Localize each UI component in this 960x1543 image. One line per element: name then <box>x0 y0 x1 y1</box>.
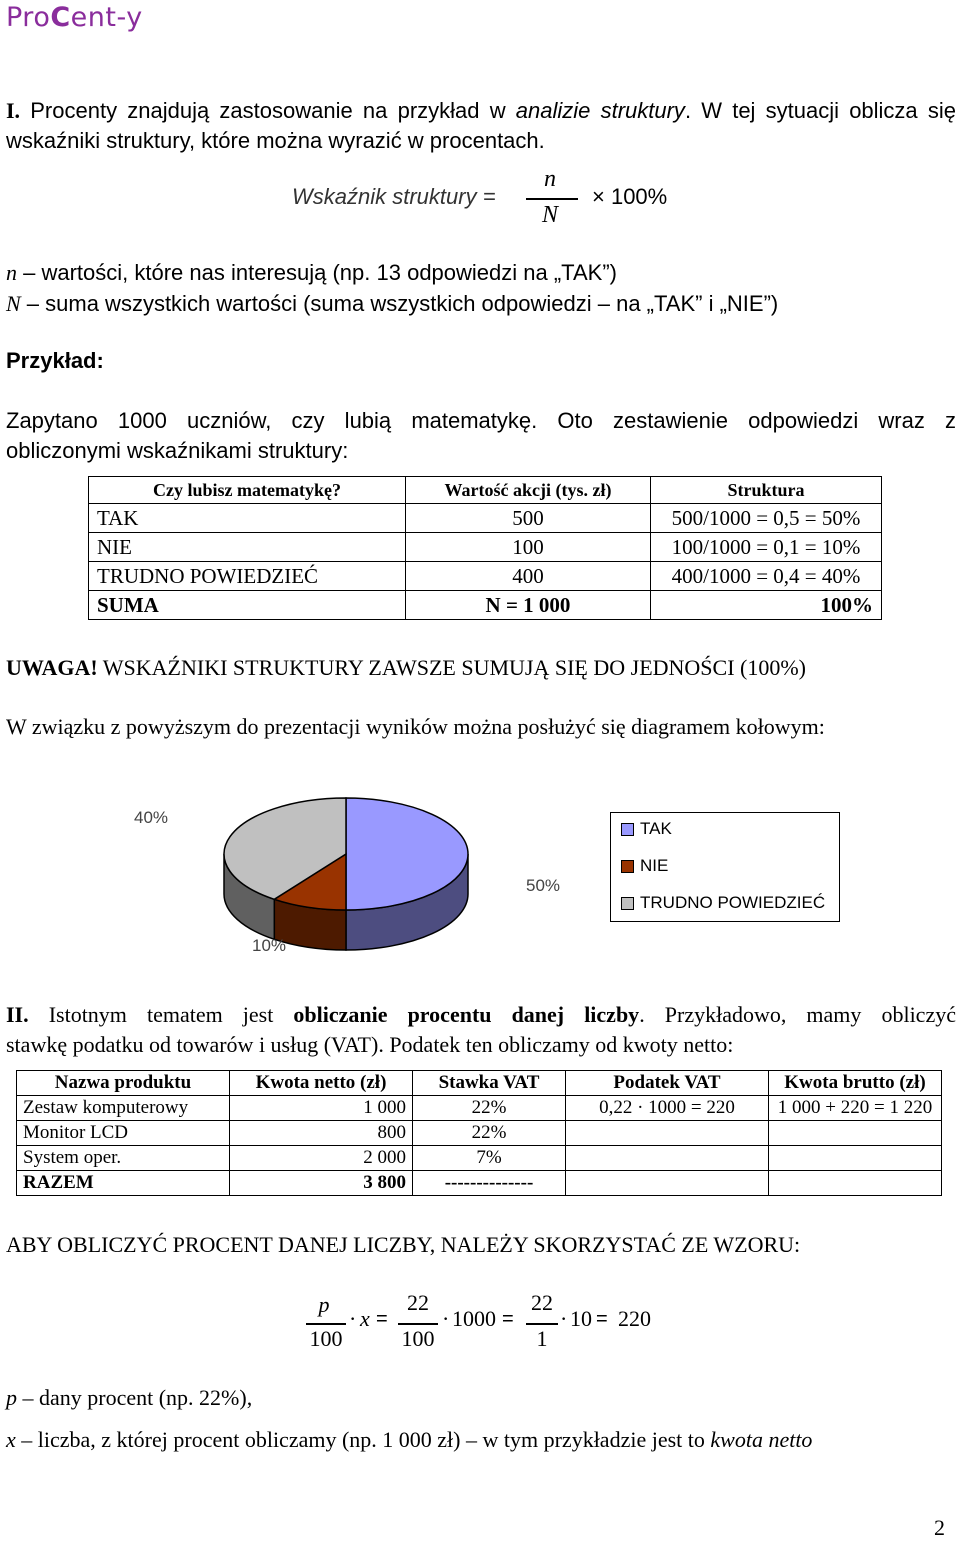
table-header-cell: Kwota netto (zł) <box>230 1071 413 1096</box>
data-label-trudno: 40% <box>134 808 169 827</box>
table-cell: TRUDNO POWIEDZIEĆ <box>89 562 406 591</box>
fraction-bar <box>398 1323 438 1325</box>
formula2-den3: 1 <box>536 1326 548 1351</box>
formula2-x: x <box>360 1306 370 1331</box>
fraction-bar <box>526 1323 558 1325</box>
table-header-cell: Podatek VAT <box>566 1071 769 1096</box>
legend-swatch-nie <box>621 860 634 873</box>
formula2-den1: 100 <box>309 1326 343 1351</box>
section1-line2: wskaźniki struktury, które można wyrazić w procentach. <box>6 128 545 153</box>
table-header-cell: Kwota brutto (zł) <box>769 1071 942 1096</box>
formula2-dot: · <box>442 1306 450 1331</box>
pie-chart <box>120 780 580 980</box>
section1-line1: I. Procenty znajdują zastosowanie na przykład w analizie struktury. W tej sytuacji oblicza się <box>6 98 956 123</box>
table-cell: NIE <box>89 533 406 562</box>
table-cell: 7% <box>413 1146 566 1171</box>
legend-swatch-tak <box>621 823 634 836</box>
table-cell: -------------- <box>413 1171 566 1196</box>
formula2-num1: p <box>318 1292 330 1317</box>
pie-intro: W związku z powyższym do prezentacji wyników można posłużyć się diagramem kołowym: <box>6 714 825 739</box>
table-row <box>89 533 882 562</box>
table-header-row <box>17 1071 942 1096</box>
data-label-nie: 10% <box>252 936 287 955</box>
table-header-row <box>89 477 882 504</box>
warning: UWAGA! WSKAŹNIKI STRUKTURY ZAWSZE SUMUJĄ SIĘ DO JEDNOŚCI (100%) <box>6 655 807 680</box>
table-cell: Zestaw komputerowy <box>17 1096 230 1121</box>
section2-line1: II. Istotnym tematem jest obliczanie procentu danej liczby. Przykładowo, mamy obliczyć <box>6 1002 956 1027</box>
page-number: 2 <box>934 1515 945 1540</box>
table-cell: 2 000 <box>230 1146 413 1171</box>
table-cell <box>566 1146 769 1171</box>
table-header-cell: Nazwa produktu <box>17 1071 230 1096</box>
table-cell: 22% <box>413 1096 566 1121</box>
table-cell: 22% <box>413 1121 566 1146</box>
data-label-tak: 50% <box>526 876 561 895</box>
table-cell: System oper. <box>17 1146 230 1171</box>
example-line1: Zapytano 1000 uczniów, czy lubią matematykę. Oto zestawienie odpowiedzi wraz z <box>6 408 956 433</box>
table-header-cell: Struktura <box>651 477 882 504</box>
logo: ProCent-y <box>6 2 143 33</box>
formula-tail: × 100% <box>592 184 668 209</box>
example-line2: obliczonymi wskaźnikami struktury: <box>6 438 349 463</box>
formula2-eq: = <box>376 1308 388 1330</box>
legend-item: TRUDNO POWIEDZIEĆ <box>621 893 825 913</box>
formula2-num3: 22 <box>531 1290 553 1315</box>
table-row <box>89 504 882 533</box>
formula2-den2: 100 <box>401 1326 435 1351</box>
table-cell: 100/1000 = 0,1 = 10% <box>651 533 882 562</box>
table-cell: N = 1 000 <box>406 591 651 620</box>
table-cell: TAK <box>89 504 406 533</box>
def-p: p – dany procent (np. 22%), <box>6 1385 253 1410</box>
table-cell: 1 000 <box>230 1096 413 1121</box>
table-cell <box>769 1171 942 1196</box>
table-row <box>17 1146 942 1171</box>
table-sum-row <box>89 591 882 620</box>
table-cell: 100% <box>651 591 882 620</box>
table-cell <box>566 1121 769 1146</box>
table-row <box>89 562 882 591</box>
formula2-result: 220 <box>618 1306 651 1331</box>
table-cell: 500/1000 = 0,5 = 50% <box>651 504 882 533</box>
table-cell: 100 <box>406 533 651 562</box>
rule-text: ABY OBLICZYĆ PROCENT DANEJ LICZBY, NALEŻY SKORZYSTAĆ ZE WZORU: <box>6 1232 801 1257</box>
fraction-bar <box>306 1323 346 1325</box>
formula2-dot: · <box>560 1306 568 1331</box>
table-cell: 500 <box>406 504 651 533</box>
table-row <box>17 1096 942 1121</box>
formula-denominator: N <box>542 202 559 228</box>
table-cell: 3 800 <box>230 1171 413 1196</box>
table-header-cell: Czy lubisz matematykę? <box>89 477 406 504</box>
legend-swatch-trudno <box>621 897 634 910</box>
table-cell: SUMA <box>89 591 406 620</box>
table-cell <box>769 1146 942 1171</box>
def-x: x – liczba, z której procent obliczamy (np. 1 000 zł) – w tym przykładzie jest to kwota netto <box>6 1427 813 1452</box>
formula2-num2: 22 <box>407 1290 429 1315</box>
vat-table <box>16 1070 942 1196</box>
legend-item: TAK <box>621 819 672 839</box>
table-cell: Monitor LCD <box>17 1121 230 1146</box>
table-cell <box>566 1171 769 1196</box>
section2-line2: stawkę podatku od towarów i usług (VAT). Podatek ten obliczamy od kwoty netto: <box>6 1032 734 1057</box>
table-cell: RAZEM <box>17 1171 230 1196</box>
table-header-cell: Stawka VAT <box>413 1071 566 1096</box>
table-cell: 0,22 · 1000 = 220 <box>566 1096 769 1121</box>
formula-numerator: n <box>544 166 556 192</box>
legend-item: NIE <box>621 856 668 876</box>
formula2-eq: = <box>502 1308 514 1330</box>
def-n: n – wartości, które nas interesują (np. 13 odpowiedzi na „TAK”) <box>6 260 617 285</box>
chart-legend <box>610 812 840 922</box>
formula2-dot: · <box>349 1306 357 1331</box>
def-N: N – suma wszystkich wartości (suma wszystkich odpowiedzi – na „TAK” i „NIE”) <box>6 291 779 316</box>
table-cell <box>769 1121 942 1146</box>
formula2-value: 1000 <box>452 1306 496 1331</box>
table-row <box>17 1121 942 1146</box>
table-header-cell: Wartość akcji (tys. zł) <box>406 477 651 504</box>
structure-table <box>88 476 882 620</box>
formula2-eq: = <box>596 1308 608 1330</box>
table-cell: 400 <box>406 562 651 591</box>
example-heading: Przykład: <box>6 348 104 373</box>
formula-label: Wskaźnik struktury = <box>292 184 496 209</box>
table-cell: 800 <box>230 1121 413 1146</box>
table-cell: 400/1000 = 0,4 = 40% <box>651 562 882 591</box>
formula2-value: 10 <box>570 1306 592 1331</box>
table-total-row <box>17 1171 942 1196</box>
table-cell: 1 000 + 220 = 1 220 <box>769 1096 942 1121</box>
fraction-bar <box>526 198 578 200</box>
